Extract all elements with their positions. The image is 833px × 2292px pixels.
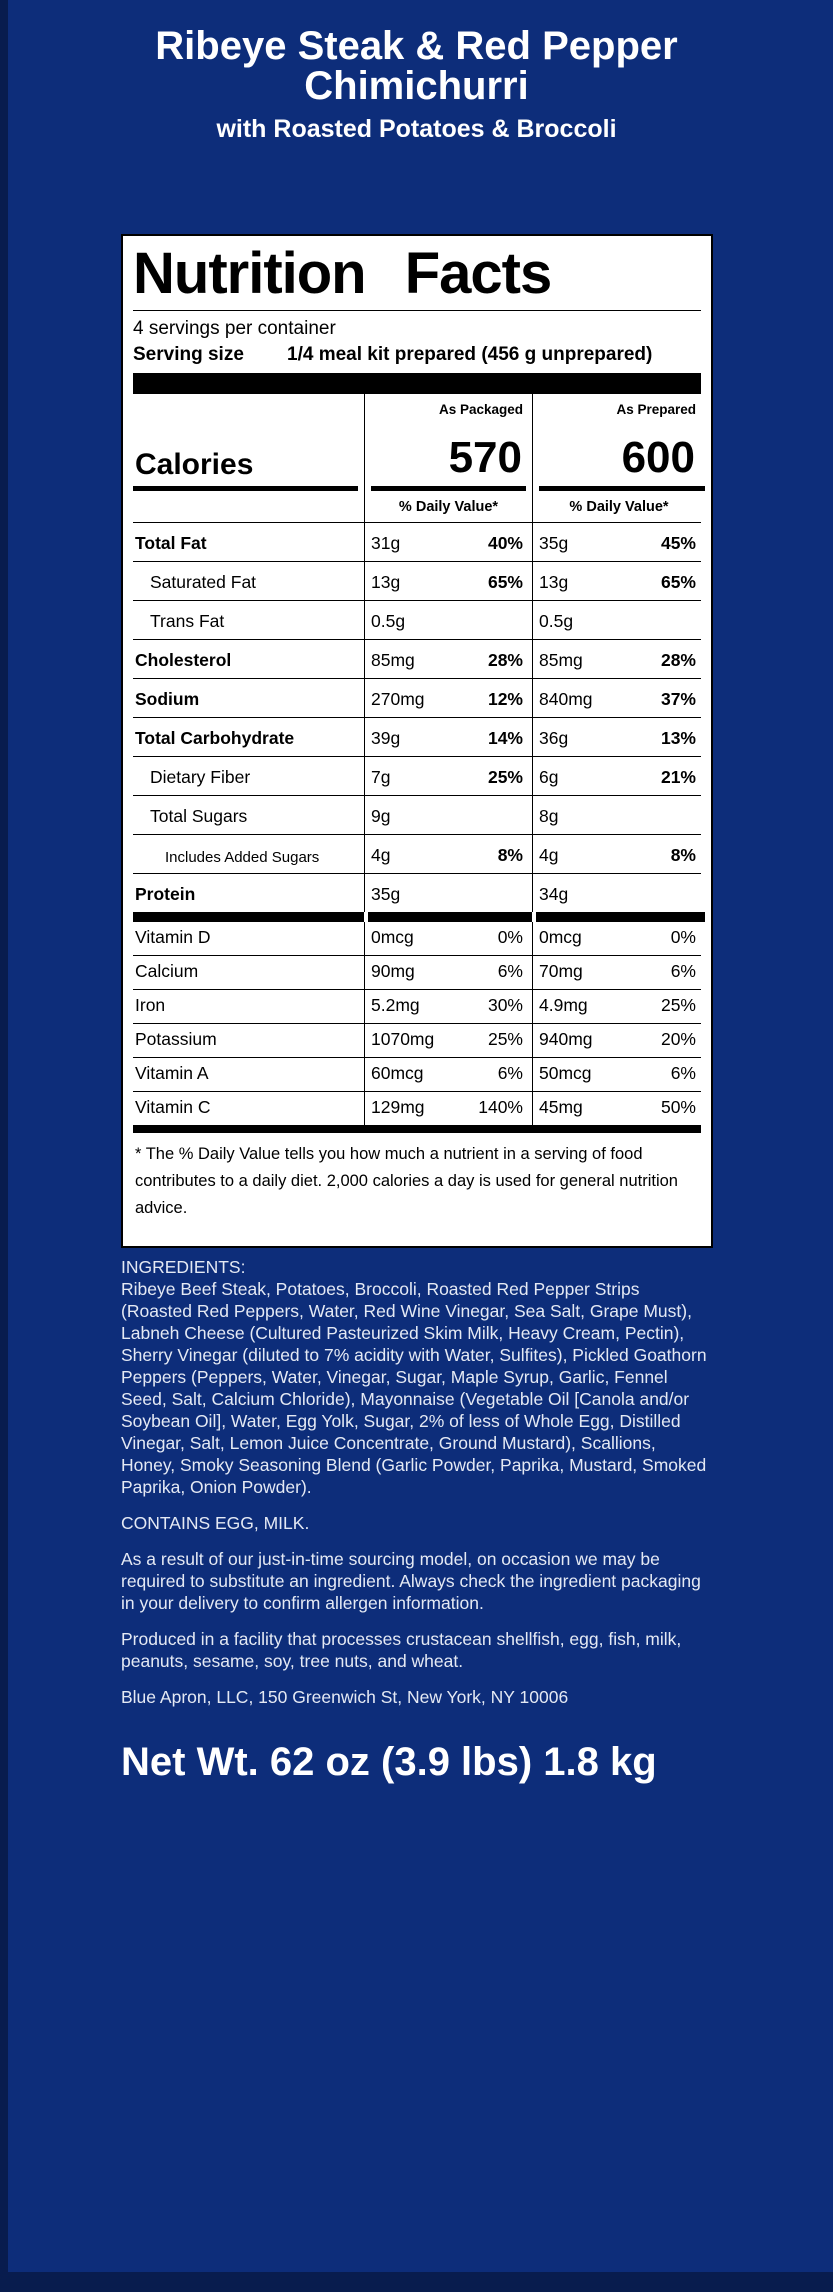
nutrient-daily-value: 65% (487, 572, 523, 592)
nutrient-values-packaged (364, 601, 532, 639)
nutrient-amount: 45mg (539, 1097, 583, 1117)
nutrient-daily-value: 25% (487, 767, 523, 787)
nutrient-amount: 270mg (371, 689, 425, 709)
nutrient-values-packaged (364, 1058, 532, 1091)
nutrient-amount: 34g (539, 884, 569, 904)
nutrient-amount: 39g (371, 728, 401, 748)
nutrient-amount: 8g (539, 806, 559, 826)
vitamin-row (133, 1058, 701, 1092)
nutrient-name: Vitamin A (135, 1063, 209, 1083)
divider-seg (364, 912, 532, 922)
nutrient-daily-value: 8% (497, 845, 523, 865)
nutrient-values-prepared (532, 718, 705, 756)
nutrient-daily-value: 6% (670, 961, 696, 981)
nutrition-facts-title: Nutrition Facts (133, 241, 552, 306)
nutrient-daily-value: 6% (497, 1063, 523, 1083)
vitamin-row (133, 990, 701, 1024)
facility-notice: Produced in a facility that processes crustacean shellfish, egg, fish, milk, peanuts, sesame, soy, tree nuts, and wheat. (121, 1629, 682, 1671)
nutrient-values-prepared (532, 1024, 705, 1057)
nutrient-values-packaged (364, 796, 532, 834)
calories-prepared-value: 600 (532, 420, 705, 486)
serving-size-value: 1/4 meal kit prepared (456 g unprepared) (287, 344, 653, 365)
nutrient-amount: 0.5g (539, 611, 574, 631)
nutrient-row (133, 523, 701, 562)
column-header-spacer (133, 394, 364, 420)
thick-divider-mid (133, 912, 701, 922)
recipe-title-line2: Chimichurri (304, 64, 529, 108)
nutrient-amount: 0.5g (371, 611, 406, 631)
nutrient-daily-value: 0% (670, 927, 696, 947)
nutrient-name: Cholesterol (135, 650, 232, 670)
nutrient-amount: 840mg (539, 689, 593, 709)
column-header-packaged: As Packaged (364, 394, 532, 420)
nutrient-row (133, 562, 701, 601)
nutrient-name: Calcium (135, 961, 199, 981)
nutrient-amount: 4g (371, 845, 391, 865)
nutrient-amount: 85mg (371, 650, 415, 670)
calories-label: Calories (135, 448, 254, 481)
nutrient-daily-value: 12% (487, 689, 523, 709)
recipe-header (0, 0, 833, 144)
nutrient-amount: 85mg (539, 650, 583, 670)
nutrient-name: Sodium (135, 689, 200, 709)
nutrient-values-packaged (364, 523, 532, 561)
nutrient-amount: 7g (371, 767, 391, 787)
nutrient-daily-value: 28% (660, 650, 696, 670)
nutrient-name: Saturated Fat (150, 572, 257, 592)
nutrient-values-packaged (364, 1024, 532, 1057)
column-header-prepared: As Prepared (532, 394, 705, 420)
nutrient-amount: 940mg (539, 1029, 593, 1049)
daily-value-header-prepared: % Daily Value* (532, 491, 705, 522)
nutrient-amount: 5.2mg (371, 995, 420, 1015)
nutrient-amount: 0mcg (371, 927, 414, 947)
nutrient-name: Iron (135, 995, 166, 1015)
nutrient-amount: 50mcg (539, 1063, 592, 1083)
nutrient-amount: 35g (371, 884, 401, 904)
nutrient-rows (133, 523, 701, 912)
divider-seg (133, 912, 364, 922)
nutrient-daily-value: 140% (478, 1097, 523, 1117)
nutrient-daily-value: 40% (487, 533, 523, 553)
nutrient-row (133, 796, 701, 835)
nutrient-values-prepared (532, 601, 705, 639)
nutrient-name: Potassium (135, 1029, 217, 1049)
column-header-row (133, 394, 701, 420)
nutrient-values-packaged (364, 679, 532, 717)
nutrient-amount: 9g (371, 806, 391, 826)
nutrient-amount: 90mg (371, 961, 415, 981)
nutrient-name: Includes Added Sugars (165, 849, 320, 866)
thick-divider-bottom (133, 1125, 701, 1133)
recipe-title-line1: Ribeye Steak & Red Pepper (155, 24, 678, 68)
nutrient-daily-value: 21% (660, 767, 696, 787)
nutrient-values-prepared (532, 796, 705, 834)
nutrient-values-packaged (364, 956, 532, 989)
nutrient-name: Protein (135, 884, 196, 904)
nutrient-name: Vitamin D (135, 927, 211, 947)
nutrient-daily-value: 45% (660, 533, 696, 553)
nutrient-daily-value: 37% (660, 689, 696, 709)
nutrient-name: Dietary Fiber (150, 767, 251, 787)
nutrient-values-packaged (364, 640, 532, 678)
nutrient-daily-value: 20% (660, 1029, 696, 1049)
nutrient-daily-value: 30% (487, 995, 523, 1015)
bottom-edge-stripe (0, 2272, 833, 2292)
nutrient-name: Vitamin C (135, 1097, 211, 1117)
net-weight: Net Wt. 62 oz (3.9 lbs) 1.8 kg (121, 1740, 657, 1784)
nutrient-daily-value: 8% (670, 845, 696, 865)
calories-row (133, 420, 701, 486)
serving-size-row (133, 341, 701, 368)
title-divider (133, 310, 701, 311)
nutrient-amount: 4.9mg (539, 995, 588, 1015)
nutrient-daily-value: 6% (497, 961, 523, 981)
ingredients-heading: INGREDIENTS: (121, 1257, 246, 1277)
nutrient-daily-value: 13% (660, 728, 696, 748)
nutrient-amount: 1070mg (371, 1029, 435, 1049)
nutrient-values-packaged (364, 562, 532, 600)
nutrient-values-prepared (532, 874, 705, 912)
nutrient-values-packaged (364, 874, 532, 912)
divider-seg (532, 912, 705, 922)
nutrient-daily-value: 50% (660, 1097, 696, 1117)
nutrient-values-packaged (364, 835, 532, 873)
nutrient-values-prepared (532, 679, 705, 717)
nutrient-amount: 70mg (539, 961, 583, 981)
nutrition-facts-panel (121, 234, 713, 1248)
substitution-notice: As a result of our just-in-time sourcing model, on occasion we may be required to substitute an ingredient. Always check the ingredient packaging in your delivery to confirm allergen information. (121, 1549, 701, 1613)
daily-value-footnote: * The % Daily Value tells you how much a nutrient in a serving of food contributes to a daily diet. 2,000 calories a day is used for general nutrition advice. (135, 1145, 678, 1217)
nutrient-name: Total Sugars (150, 806, 248, 826)
nutrient-amount: 13g (539, 572, 569, 592)
nutrient-row (133, 601, 701, 640)
nutrient-name: Total Fat (135, 533, 207, 553)
nutrient-row (133, 835, 701, 874)
nutrient-amount: 60mcg (371, 1063, 424, 1083)
ingredients-text: Ribeye Beef Steak, Potatoes, Broccoli, Roasted Red Pepper Strips (Roasted Red Peppers, Water, Red Wine Vinegar, Sea Salt, Grape Must), Labneh Cheese (Cultured Pasteurized Skim Milk, Heavy Cream, Pectin), Sherry Vinegar (diluted to 7% acidity with Water, Sulfites), Pickled Goathorn Peppers (Peppers, Water, Vinegar, Sugar, Maple Syrup, Garlic, Fennel Seed, Salt, Calcium Chloride), Mayonnaise (Vegetable Oil [Canola and/or Soybean Oil], Water, Egg Yolk, Sugar, 2% of less of Whole Egg, Distilled Vinegar, Salt, Lemon Juice Concentrate, Ground Mustard), Scallions, Honey, Smoky Seasoning Blend (Garlic Powder, Paprika, Mustard, Smoked Paprika, Onion Powder). (121, 1279, 707, 1497)
nutrient-amount: 129mg (371, 1097, 425, 1117)
servings-per-container: 4 servings per container (133, 318, 336, 339)
nutrient-row (133, 874, 701, 912)
nutrient-daily-value: 65% (660, 572, 696, 592)
nutrient-row (133, 757, 701, 796)
company-address: Blue Apron, LLC, 150 Greenwich St, New York, NY 10006 (121, 1687, 569, 1707)
nutrition-table (133, 394, 701, 1222)
nutrient-values-prepared (532, 523, 705, 561)
nutrient-values-packaged (364, 922, 532, 955)
nutrient-daily-value: 0% (497, 927, 523, 947)
nutrient-values-prepared (532, 922, 705, 955)
vitamin-row (133, 922, 701, 956)
serving-size-label: Serving size (133, 344, 244, 365)
nutrient-row (133, 679, 701, 718)
nutrient-values-prepared (532, 640, 705, 678)
nutrient-values-prepared (532, 956, 705, 989)
thick-divider-top (133, 373, 701, 394)
nutrient-daily-value: 14% (487, 728, 523, 748)
nutrient-daily-value: 25% (487, 1029, 523, 1049)
nutrient-amount: 0mcg (539, 927, 582, 947)
nutrient-name: Total Carbohydrate (135, 728, 295, 748)
left-edge-stripe (0, 0, 8, 2292)
nutrient-daily-value: 28% (487, 650, 523, 670)
nutrient-values-packaged (364, 990, 532, 1023)
nutrient-row (133, 640, 701, 679)
daily-value-spacer (133, 491, 364, 522)
nutrient-values-prepared (532, 835, 705, 873)
nutrient-daily-value: 25% (660, 995, 696, 1015)
nutrient-amount: 36g (539, 728, 569, 748)
vitamin-row (133, 1024, 701, 1058)
daily-value-header-row (133, 491, 701, 523)
nutrient-values-prepared (532, 757, 705, 795)
nutrient-amount: 4g (539, 845, 559, 865)
contains-statement: CONTAINS EGG, MILK. (121, 1513, 310, 1533)
calories-packaged-value: 570 (364, 420, 532, 486)
nutrient-amount: 35g (539, 533, 569, 553)
nutrient-values-prepared (532, 1058, 705, 1091)
daily-value-header-packaged: % Daily Value* (364, 491, 532, 522)
label-details (121, 1256, 713, 1708)
nutrient-values-prepared (532, 990, 705, 1023)
nutrient-amount: 6g (539, 767, 559, 787)
nutrient-row (133, 718, 701, 757)
vitamin-row (133, 956, 701, 990)
nutrient-values-prepared (532, 562, 705, 600)
vitamin-rows (133, 922, 701, 1125)
vitamin-row (133, 1092, 701, 1125)
nutrient-values-prepared (532, 1092, 705, 1125)
nutrient-values-packaged (364, 757, 532, 795)
nutrient-values-packaged (364, 1092, 532, 1125)
nutrient-name: Trans Fat (150, 611, 225, 631)
nutrient-amount: 13g (371, 572, 401, 592)
nutrient-values-packaged (364, 718, 532, 756)
nutrient-amount: 31g (371, 533, 401, 553)
recipe-subtitle: with Roasted Potatoes & Broccoli (216, 115, 617, 143)
nutrient-daily-value: 6% (670, 1063, 696, 1083)
